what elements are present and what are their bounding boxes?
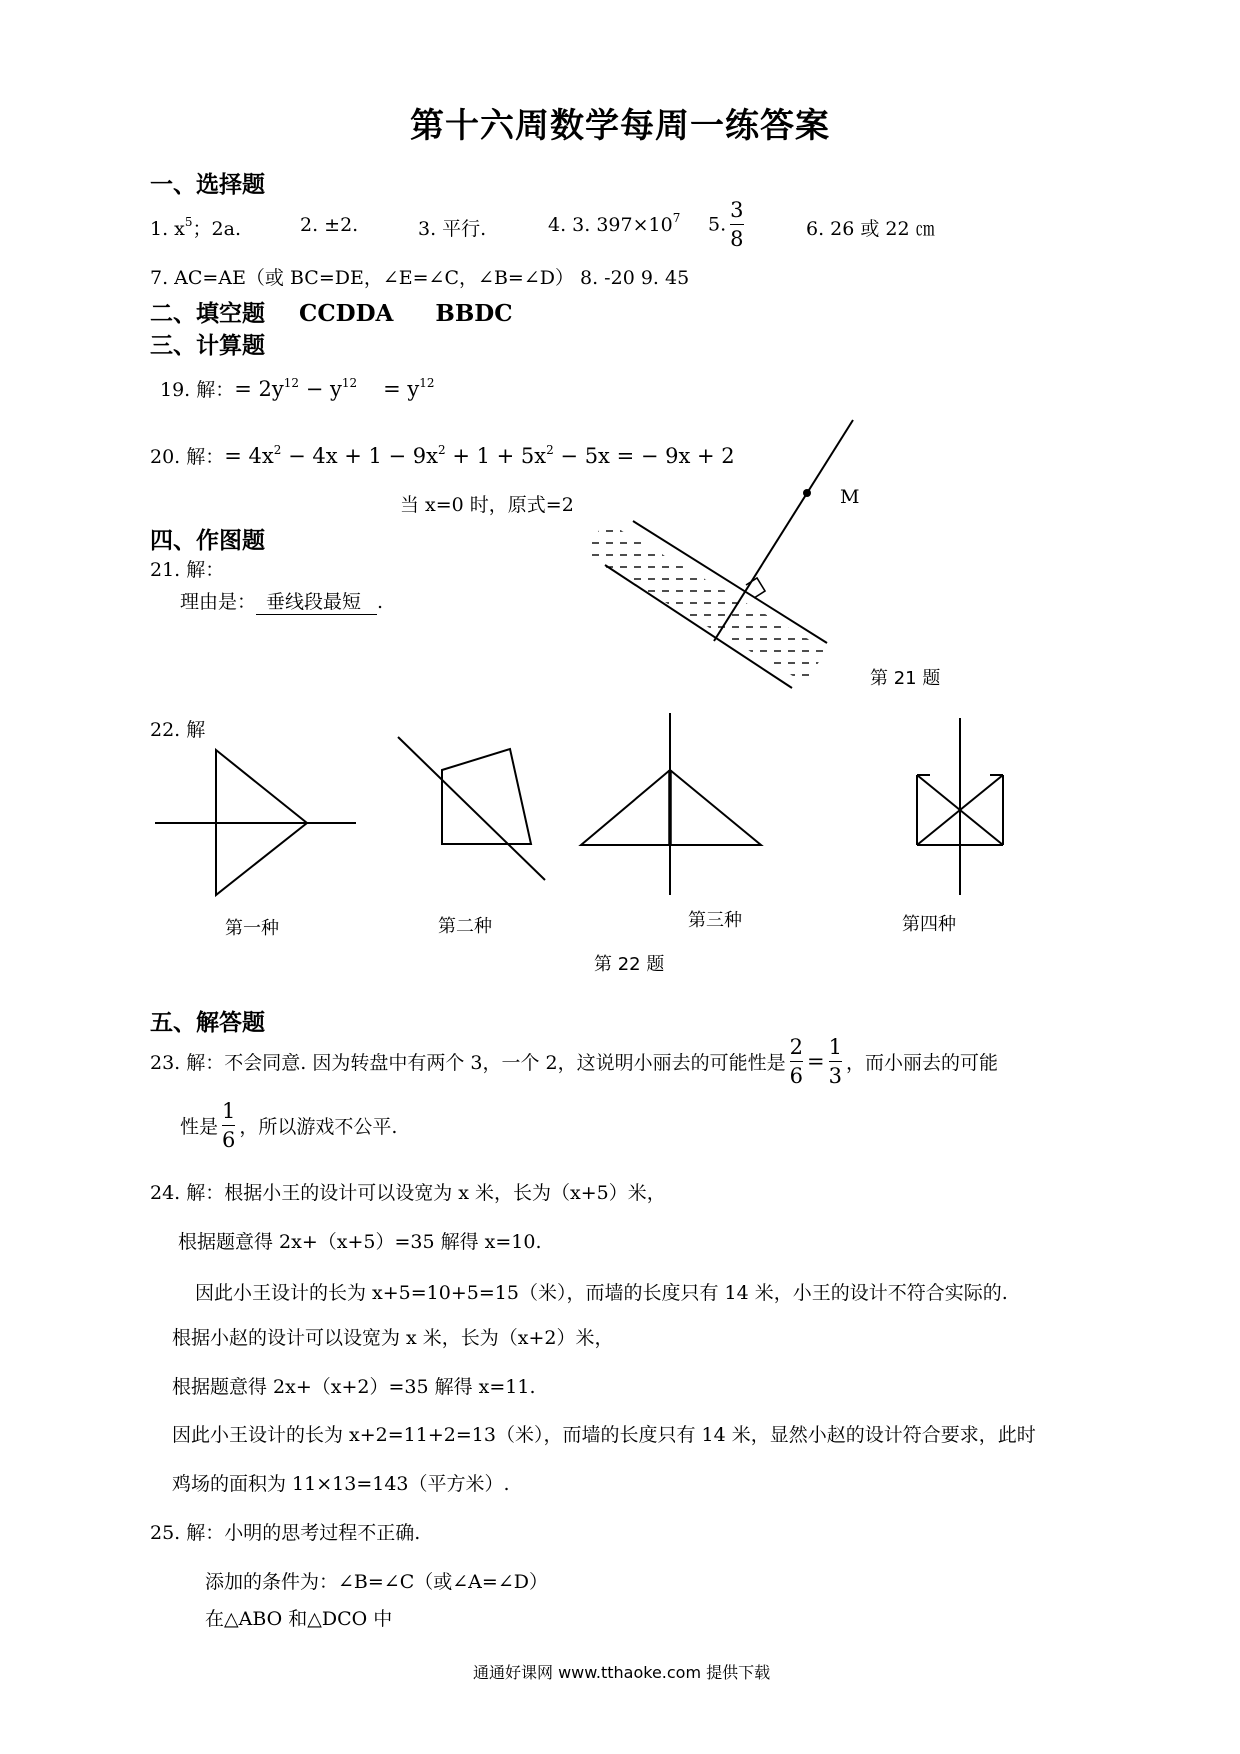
figure-22-caption: 第 22 题 xyxy=(594,954,665,975)
question-19: 19. 解：= $2y^{12} - y^{12} = y^{12}$ xyxy=(160,376,435,401)
question-23-line-2: 性是 $\frac{1}{6}$ ，所以游戏不公平. xyxy=(180,1099,398,1153)
question-24-line-1: 24. 解：根据小王的设计可以设宽为 x 米，长为（x+5）米， xyxy=(150,1182,666,1204)
answer-2: 2. ±2. xyxy=(300,214,359,236)
reason-answer: 垂线段最短 xyxy=(256,591,377,615)
question-24-line-2: 根据题意得 2x+（x+5）=35 解得 x=10. xyxy=(178,1231,542,1253)
figure-22-caption-3: 第三种 xyxy=(688,910,742,931)
question-25-line-1: 25. 解：小明的思考过程不正确. xyxy=(150,1522,421,1544)
question-21-label: 21. 解： xyxy=(150,559,225,581)
question-21-reason: 理由是： 垂线段最短 . xyxy=(180,591,384,613)
answer-4: 4. 3. $397\times 10^7$ xyxy=(548,211,681,236)
perpendicular-line xyxy=(714,420,853,641)
figure-22-first xyxy=(150,740,360,900)
question-24-line-4: 根据小赵的设计可以设宽为 x 米，长为（x+2）米， xyxy=(172,1327,614,1349)
question-24-line-5: 根据题意得 2x+（x+2）=35 解得 x=11. xyxy=(172,1376,536,1398)
answers-7-9: 7. AC=AE（或 BC=DE，∠E=∠C，∠B=∠D） 8. -20 9. 45 xyxy=(150,267,690,289)
page-title: 第十六周数学每周一练答案 xyxy=(410,106,830,146)
question-25-line-3: 在△ABO 和△DCO 中 xyxy=(205,1608,393,1630)
figure-22-fourth xyxy=(905,715,1015,900)
figure-21-caption: 第 21 题 xyxy=(870,668,941,689)
river-band xyxy=(590,521,827,683)
figure-22-caption-4: 第四种 xyxy=(902,914,956,935)
question-20-note: 当 x=0 时，原式=2 xyxy=(400,494,574,516)
figure-22-second xyxy=(390,730,560,890)
figure-22-caption-1: 第一种 xyxy=(225,918,279,939)
question-20: 20. 解：= $4x^2 - 4x + 1 - 9x^2 + 1 + 5x^2 - 5x$ = − 9x + 2 xyxy=(150,443,735,468)
figure-21 xyxy=(590,405,970,695)
question-25-line-2: 添加的条件为：∠B=∠C（或∠A=∠D） xyxy=(205,1571,548,1593)
footer-source: 通通好课网 www.tthaoke.com 提供下载 xyxy=(473,1663,771,1682)
figure-22-third xyxy=(575,710,770,900)
question-23-line-1: 23. 解：不会同意. 因为转盘中有两个 3，一个 2，这说明小丽去的可能性是 $\frac{2}{6}$ = $\frac{1}{3}$ ，而小丽去的可能 xyxy=(150,1035,998,1089)
question-22-label: 22. 解 xyxy=(150,719,206,741)
answer-1: 1. $x^5$；2a. xyxy=(150,215,241,240)
question-24-line-7: 鸡场的面积为 11×13=143（平方米）. xyxy=(172,1473,510,1495)
question-24-line-6: 因此小王设计的长为 x+2=11+2=13（米），而墙的长度只有 14 米，显然小赵的设计符合要求，此时 xyxy=(172,1424,1036,1446)
figure-22-caption-2: 第二种 xyxy=(438,916,492,937)
section-heading-fill: 二、填空题 CCDDA BBDC xyxy=(150,300,513,327)
answer-3: 3. 平行. xyxy=(418,218,487,240)
answer-5: 5. $\frac{3}{8}$ xyxy=(708,198,744,252)
point-m xyxy=(803,489,811,497)
question-24-line-3: 因此小王设计的长为 x+5=10+5=15（米），而墙的长度只有 14 米，小王的设计不符合实际的. xyxy=(195,1282,1008,1304)
section-heading-solution: 五、解答题 xyxy=(150,1010,265,1036)
point-m-label: M xyxy=(840,486,860,508)
section-heading-choice: 一、选择题 xyxy=(150,172,265,198)
section-heading-drawing: 四、作图题 xyxy=(150,528,265,554)
section-heading-calc: 三、计算题 xyxy=(150,333,265,359)
answer-6: 6. 26 或 22 ㎝ xyxy=(806,218,935,240)
